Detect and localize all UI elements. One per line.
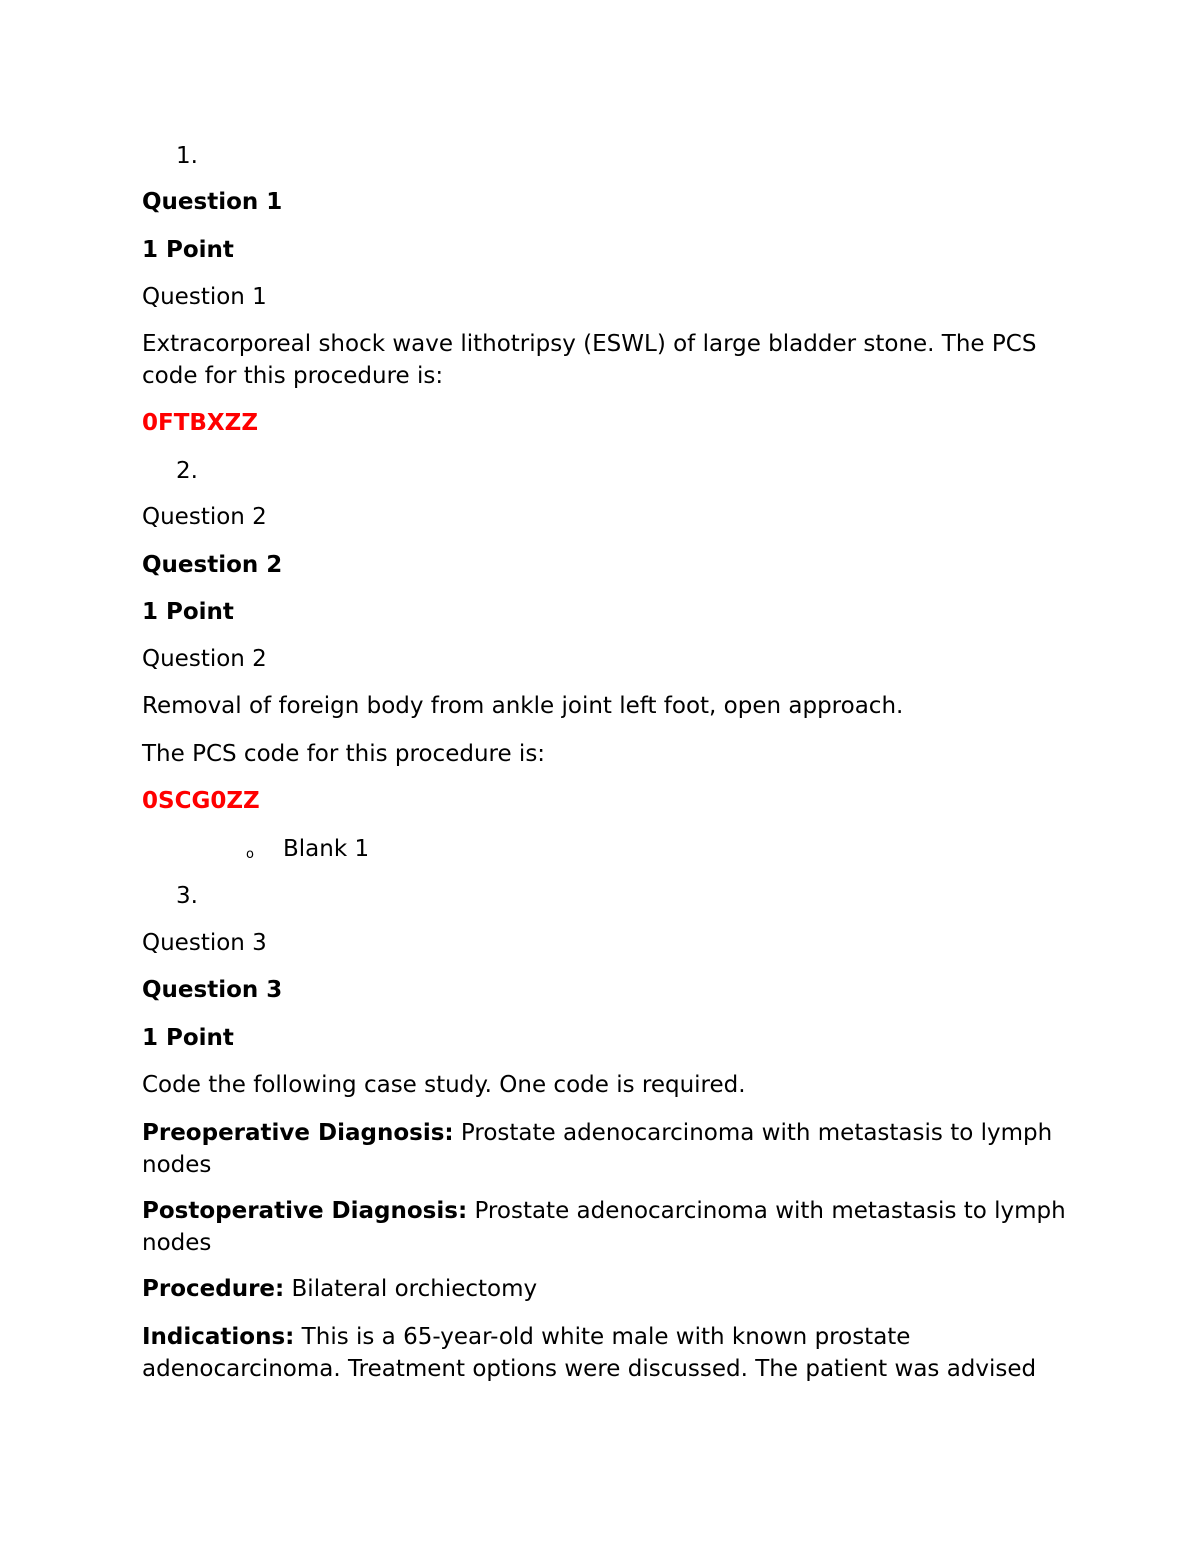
procedure-value: Bilateral orchiectomy: [284, 1276, 538, 1302]
question-2-title-top: Question 2: [142, 504, 267, 530]
question-1-title: Question 1: [142, 284, 267, 310]
preoperative-diagnosis-label: Preoperative Diagnosis:: [142, 1120, 454, 1146]
blank-label: Blank 1: [283, 836, 370, 862]
question-3-instructions: Code the following case study. One code is required.: [142, 1072, 746, 1098]
question-3-title-bold: Question 3: [142, 977, 283, 1003]
question-2-title-bold: Question 2: [142, 552, 283, 578]
question-1-number: 1.: [176, 143, 198, 169]
procedure-label: Procedure:: [142, 1276, 285, 1302]
question-2-prompt-line-2: The PCS code for this procedure is:: [142, 741, 546, 767]
indications: [142, 1321, 1067, 1385]
postoperative-diagnosis-value: Prostate adenocarcinoma with metastasis to lymph nodes: [142, 1198, 1066, 1256]
bullet-icon: o: [246, 847, 254, 862]
preoperative-diagnosis: [142, 1117, 1067, 1181]
question-2-blank-item: [246, 833, 369, 871]
question-1-prompt: Extracorporeal shock wave lithotripsy (ESWL) of large bladder stone. The PCS code for this procedure is:: [142, 331, 1037, 389]
preoperative-diagnosis-value: Prostate adenocarcinoma with metastasis to lymph nodes: [142, 1120, 1053, 1178]
indications-value: This is a 65-year-old white male with known prostate adenocarcinoma. Treatment options were discussed. The patient was advised: [142, 1324, 1037, 1382]
postoperative-diagnosis-label: Postoperative Diagnosis:: [142, 1198, 468, 1224]
question-1-answer: 0FTBXZZ: [142, 410, 259, 436]
question-1-points: 1 Point: [142, 237, 234, 263]
indications-label: Indications:: [142, 1324, 295, 1350]
question-2-prompt-line-1: Removal of foreign body from ankle joint left foot, open approach.: [142, 693, 904, 719]
question-2-answer: 0SCG0ZZ: [142, 788, 260, 814]
postoperative-diagnosis: [142, 1195, 1067, 1259]
question-3-title-top: Question 3: [142, 930, 267, 956]
question-2-number: 2.: [176, 458, 198, 484]
procedure: [142, 1273, 1067, 1305]
question-2-title: Question 2: [142, 646, 267, 672]
question-2-points: 1 Point: [142, 599, 234, 625]
question-3-points: 1 Point: [142, 1025, 234, 1051]
question-3-number: 3.: [176, 883, 198, 909]
question-1-title-bold: Question 1: [142, 189, 283, 215]
